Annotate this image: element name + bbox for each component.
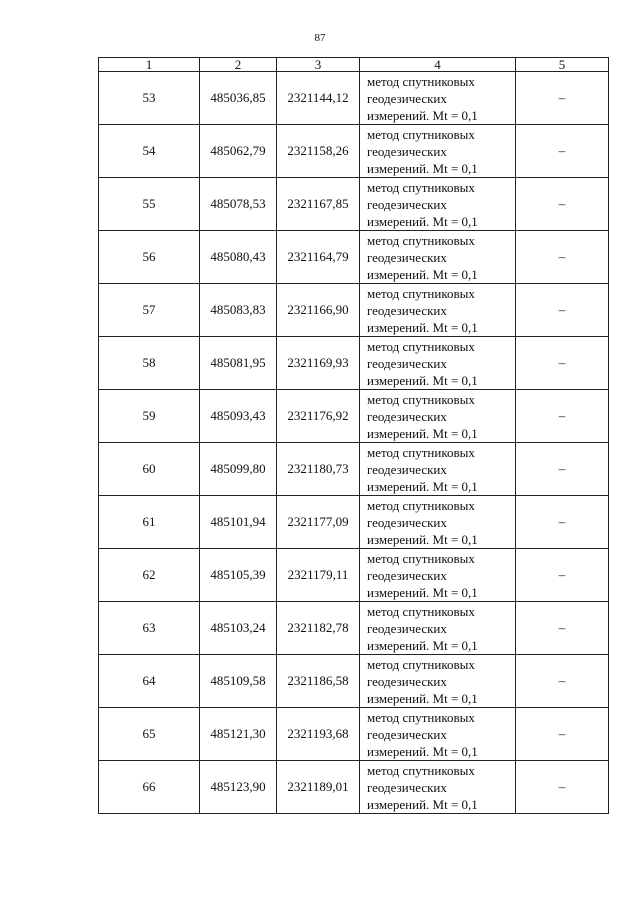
y-coordinate-cell: 2321182,78	[277, 602, 360, 655]
x-coordinate-cell: 485093,43	[200, 390, 277, 443]
x-coordinate-cell: 485099,80	[200, 443, 277, 496]
point-number-cell: 53	[99, 72, 200, 125]
method-cell: метод спутниковых геодезических измерений. Mt = 0,1	[360, 549, 516, 602]
y-coordinate-cell: 2321177,09	[277, 496, 360, 549]
header-col-3: 3	[277, 58, 360, 72]
x-coordinate-cell: 485101,94	[200, 496, 277, 549]
note-cell: –	[516, 655, 609, 708]
point-number-cell: 65	[99, 708, 200, 761]
note-cell: –	[516, 231, 609, 284]
coordinates-table	[98, 57, 609, 814]
x-coordinate-cell: 485083,83	[200, 284, 277, 337]
note-cell: –	[516, 178, 609, 231]
method-cell: метод спутниковых геодезических измерений. Mt = 0,1	[360, 337, 516, 390]
x-coordinate-cell: 485081,95	[200, 337, 277, 390]
y-coordinate-cell: 2321189,01	[277, 761, 360, 814]
table-row	[99, 443, 609, 496]
y-coordinate-cell: 2321169,93	[277, 337, 360, 390]
point-number-cell: 59	[99, 390, 200, 443]
note-cell: –	[516, 390, 609, 443]
y-coordinate-cell: 2321186,58	[277, 655, 360, 708]
point-number-cell: 56	[99, 231, 200, 284]
table-row	[99, 390, 609, 443]
note-cell: –	[516, 443, 609, 496]
x-coordinate-cell: 485062,79	[200, 125, 277, 178]
table-row	[99, 178, 609, 231]
note-cell: –	[516, 284, 609, 337]
y-coordinate-cell: 2321144,12	[277, 72, 360, 125]
method-cell: метод спутниковых геодезических измерений. Mt = 0,1	[360, 178, 516, 231]
header-col-5: 5	[516, 58, 609, 72]
y-coordinate-cell: 2321158,26	[277, 125, 360, 178]
point-number-cell: 61	[99, 496, 200, 549]
note-cell: –	[516, 549, 609, 602]
x-coordinate-cell: 485123,90	[200, 761, 277, 814]
method-cell: метод спутниковых геодезических измерений. Mt = 0,1	[360, 390, 516, 443]
x-coordinate-cell: 485121,30	[200, 708, 277, 761]
method-cell: метод спутниковых геодезических измерений. Mt = 0,1	[360, 231, 516, 284]
note-cell: –	[516, 761, 609, 814]
header-col-4: 4	[360, 58, 516, 72]
point-number-cell: 62	[99, 549, 200, 602]
note-cell: –	[516, 125, 609, 178]
point-number-cell: 60	[99, 443, 200, 496]
x-coordinate-cell: 485103,24	[200, 602, 277, 655]
y-coordinate-cell: 2321180,73	[277, 443, 360, 496]
method-cell: метод спутниковых геодезических измерений. Mt = 0,1	[360, 602, 516, 655]
table-row	[99, 231, 609, 284]
table-row	[99, 549, 609, 602]
y-coordinate-cell: 2321179,11	[277, 549, 360, 602]
table-row	[99, 761, 609, 814]
page-number: 87	[314, 32, 326, 44]
y-coordinate-cell: 2321176,92	[277, 390, 360, 443]
y-coordinate-cell: 2321164,79	[277, 231, 360, 284]
point-number-cell: 63	[99, 602, 200, 655]
point-number-cell: 66	[99, 761, 200, 814]
table-row	[99, 72, 609, 125]
table-row	[99, 337, 609, 390]
point-number-cell: 64	[99, 655, 200, 708]
table-row	[99, 496, 609, 549]
x-coordinate-cell: 485109,58	[200, 655, 277, 708]
x-coordinate-cell: 485036,85	[200, 72, 277, 125]
y-coordinate-cell: 2321193,68	[277, 708, 360, 761]
note-cell: –	[516, 337, 609, 390]
note-cell: –	[516, 72, 609, 125]
header-row	[99, 58, 609, 72]
point-number-cell: 54	[99, 125, 200, 178]
point-number-cell: 57	[99, 284, 200, 337]
y-coordinate-cell: 2321167,85	[277, 178, 360, 231]
method-cell: метод спутниковых геодезических измерений. Mt = 0,1	[360, 496, 516, 549]
method-cell: метод спутниковых геодезических измерений. Mt = 0,1	[360, 125, 516, 178]
point-number-cell: 55	[99, 178, 200, 231]
method-cell: метод спутниковых геодезических измерений. Mt = 0,1	[360, 708, 516, 761]
table-row	[99, 655, 609, 708]
method-cell: метод спутниковых геодезических измерений. Mt = 0,1	[360, 655, 516, 708]
table-row	[99, 602, 609, 655]
note-cell: –	[516, 602, 609, 655]
method-cell: метод спутниковых геодезических измерений. Mt = 0,1	[360, 761, 516, 814]
table-body	[99, 72, 609, 814]
table-row	[99, 708, 609, 761]
x-coordinate-cell: 485105,39	[200, 549, 277, 602]
table-row	[99, 125, 609, 178]
point-number-cell: 58	[99, 337, 200, 390]
method-cell: метод спутниковых геодезических измерений. Mt = 0,1	[360, 443, 516, 496]
y-coordinate-cell: 2321166,90	[277, 284, 360, 337]
table-row	[99, 284, 609, 337]
x-coordinate-cell: 485080,43	[200, 231, 277, 284]
note-cell: –	[516, 496, 609, 549]
x-coordinate-cell: 485078,53	[200, 178, 277, 231]
header-col-2: 2	[200, 58, 277, 72]
method-cell: метод спутниковых геодезических измерений. Mt = 0,1	[360, 72, 516, 125]
method-cell: метод спутниковых геодезических измерений. Mt = 0,1	[360, 284, 516, 337]
table-header	[99, 58, 609, 72]
note-cell: –	[516, 708, 609, 761]
header-col-1: 1	[99, 58, 200, 72]
